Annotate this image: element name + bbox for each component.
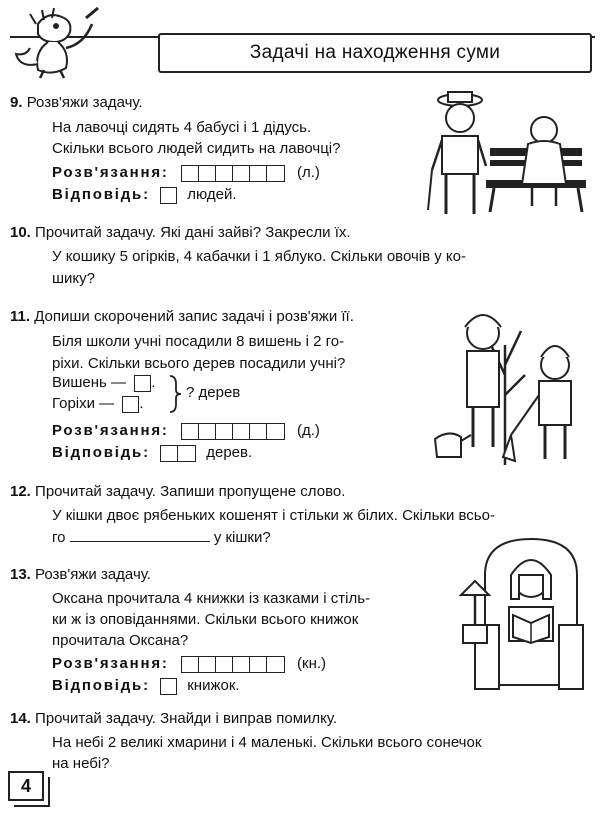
page-number: 4 (8, 771, 44, 801)
task-11-title: Допиши скорочений запис задачі і розв'яжи її. (34, 308, 354, 325)
task-12-heading (10, 481, 345, 503)
answer-label: Відповідь: (52, 677, 150, 694)
task-13-text-1: Оксана прочитала 4 книжки із казками і стіль- (52, 590, 371, 607)
solution-label: Розв'язання: (52, 655, 169, 672)
task-13-answer-row (52, 675, 240, 698)
task-13-solution-row (52, 653, 326, 676)
solution-label: Розв'язання: (52, 164, 169, 181)
answer-word: книжок. (187, 677, 240, 694)
solution-cells[interactable] (181, 423, 285, 440)
task-11-solution-row (52, 420, 320, 443)
task-9-title: Розв'яжи задачу. (26, 94, 143, 111)
solution-cells[interactable] (181, 656, 285, 673)
unit-label: (л.) (297, 164, 320, 181)
task-12-text-2 (52, 527, 271, 550)
solution-label: Розв'язання: (52, 422, 169, 439)
brace-icon (168, 374, 182, 414)
task-11-text-1: Біля школи учні посадили 8 вишень і 2 го- (52, 333, 345, 350)
answer-box[interactable] (160, 187, 177, 204)
answer-word: людей. (187, 186, 237, 203)
task-12-text-2-end: у кішки? (213, 529, 271, 546)
answer-cells[interactable] (160, 445, 196, 462)
task-14-text-1: На небі 2 великі хмарини і 4 маленькі. Скільки всього сонечок (52, 734, 482, 751)
task-10-title: Прочитай задачу. Які дані зайві? Закресли їх. (35, 224, 351, 241)
short-record-nuts: Горіхи — . (52, 395, 144, 412)
task-10-text-2: шику? (52, 270, 95, 287)
task-12-number: 12. (10, 483, 31, 500)
task-12-text-1: У кішки двоє рябеньких кошенят і стільки ж білих. Скільки всьо- (52, 507, 495, 524)
girl-reading-armchair-illustration (455, 535, 590, 700)
task-10-number: 10. (10, 224, 31, 241)
task-13-heading (10, 564, 151, 586)
answer-box[interactable] (160, 678, 177, 695)
task-12-title: Прочитай задачу. Запиши пропущене слово. (35, 483, 346, 500)
task-9-heading (10, 92, 143, 114)
task-14-heading (10, 708, 337, 730)
task-14-text-2: на небі? (52, 755, 110, 772)
answer-word: дерев. (206, 444, 253, 461)
short-record-cherries: Вишень — . (52, 374, 156, 391)
children-planting-tree-illustration (425, 305, 590, 475)
task-14-number: 14. (10, 710, 31, 727)
nuts-box[interactable] (122, 396, 139, 413)
question-trees: ? дерев (186, 384, 241, 401)
task-14-title: Прочитай задачу. Знайди і виправ помилку. (35, 710, 338, 727)
task-9-text-1: На лавочці сидять 4 бабусі і 1 дідусь. (52, 119, 312, 136)
task-11-number: 11. (10, 308, 31, 325)
task-12-text-2-start: го (52, 529, 66, 546)
task-11-text-2: ріхи. Скільки всього дерев посадили учні? (52, 355, 346, 372)
answer-label: Відповідь: (52, 444, 150, 461)
unit-label: (д.) (297, 422, 320, 439)
task-9-solution-row (52, 162, 320, 185)
cherries-box[interactable] (134, 375, 151, 392)
task-13-number: 13. (10, 566, 31, 583)
unit-label: (кн.) (297, 655, 327, 672)
task-13-text-3: прочитала Оксана? (52, 632, 189, 649)
task-13-title: Розв'яжи задачу. (35, 566, 151, 583)
missing-word-blank[interactable] (70, 527, 210, 542)
task-9-answer-row (52, 184, 237, 207)
task-10-heading (10, 222, 351, 244)
answer-label: Відповідь: (52, 186, 150, 203)
dragon-mascot-icon (8, 4, 108, 82)
grandparents-bench-illustration (420, 88, 590, 218)
task-11-answer-row (52, 442, 252, 465)
task-10-text-1: У кошику 5 огірків, 4 кабачки і 1 яблуко. Скільки овочів у ко- (52, 248, 466, 265)
cherries-label: Вишень — (52, 374, 127, 391)
task-11-heading (10, 306, 354, 328)
task-9-text-2: Скільки всього людей сидить на лавочці? (52, 140, 341, 157)
page-title: Задачі на находження суми (158, 33, 592, 73)
task-9-number: 9. (10, 94, 23, 111)
task-13-text-2: ки ж із оповіданнями. Скільки всього книжок (52, 611, 359, 628)
nuts-label: Горіхи — (52, 395, 115, 412)
solution-cells[interactable] (181, 165, 285, 182)
